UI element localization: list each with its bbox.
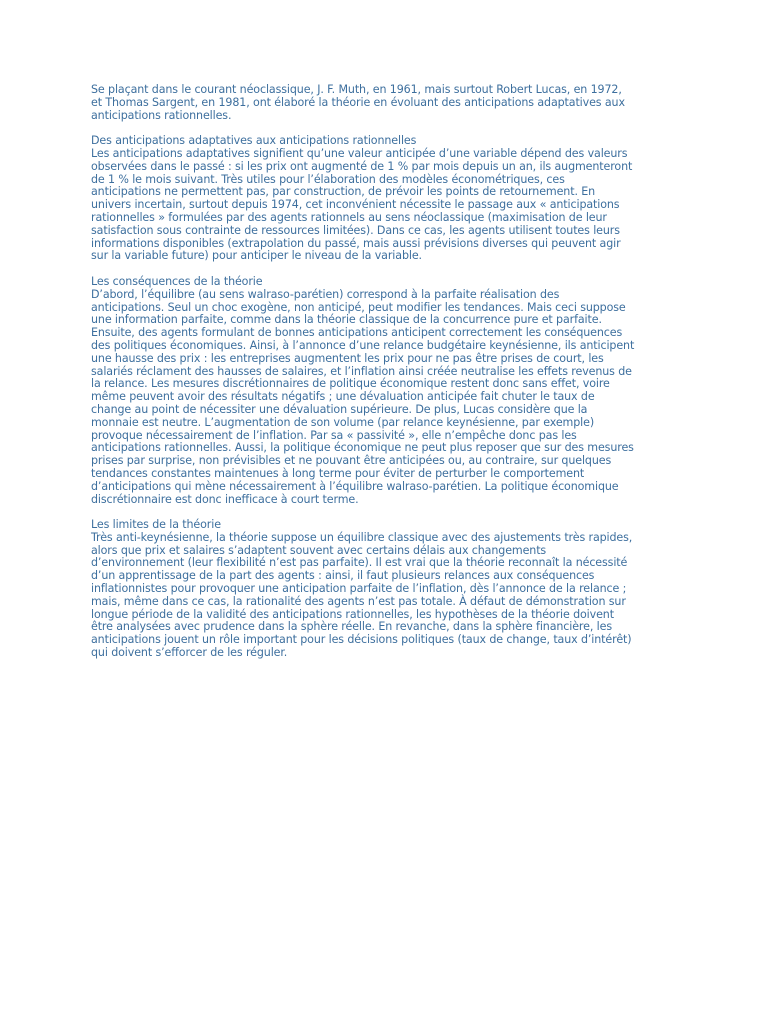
text-line: d’anticipations qui mène nécessairement à l’équilibre walraso-parétien. La politique économique bbox=[91, 479, 619, 493]
text-line: anticipations rationnelles. Aussi, la politique économique ne peut plus reposer que sur des mesures bbox=[91, 441, 634, 455]
text-line: monnaie est neutre. L’augmentation de son volume (par relance keynésienne, par exemple) bbox=[91, 415, 595, 429]
text-line: rationnelles » formulées par des agents rationnels au sens néoclassique (maximisation de leur bbox=[91, 210, 607, 224]
text-line: des politiques économiques. Ainsi, à l’annonce d’une relance budgétaire keynésienne, ils anticipent bbox=[91, 338, 635, 352]
text-line: être analysées avec prudence dans la sphère réelle. En revanche, dans la sphère financière, les bbox=[91, 620, 612, 634]
text-line: anticipations jouent un rôle important pour les décisions politiques (taux de change, taux d’intérêt) bbox=[91, 633, 632, 647]
section-heading: Des anticipations adaptatives aux anticipations rationnelles bbox=[91, 134, 417, 148]
text-line: anticipations. Seul un choc exogène, non anticipé, peut modifier les tendances. Mais ceci suppose bbox=[91, 300, 626, 314]
text-line: d’un apprentissage de la part des agents : ainsi, il faut plusieurs relances aux conséquences bbox=[91, 569, 595, 583]
text-line: anticipations ne permettent pas, par construction, de prévoir les points de retournement. En bbox=[91, 185, 596, 199]
text-line: une information parfaite, comme dans la théorie classique de la concurrence pure et parfaite. bbox=[91, 313, 602, 327]
section-adaptive-to-rational bbox=[91, 135, 691, 263]
text-line: Très anti-keynésienne, la théorie suppose un équilibre classique avec des ajustements très rapides, bbox=[91, 530, 633, 544]
text-line: prises par surprise, non prévisibles et ne pouvant être anticipées ou, au contraire, sur quelques bbox=[91, 454, 612, 468]
text-line: Ensuite, des agents formulant de bonnes anticipations anticipent correctement les conséquences bbox=[91, 326, 623, 340]
text-line: de 1 % le mois suivant. Très utiles pour l’élaboration des modèles économétriques, ces bbox=[91, 172, 565, 186]
document-page bbox=[91, 84, 691, 673]
section-heading: Les conséquences de la théorie bbox=[91, 274, 263, 288]
text-line: mais, même dans ce cas, la rationalité des agents n’est pas totale. À défaut de démonstration sur bbox=[91, 594, 626, 608]
text-line: observées dans le passé : si les prix ont augmenté de 1 % par mois depuis un an, ils augmenteront bbox=[91, 159, 633, 173]
text-line: la relance. Les mesures discrétionnaires de politique économique restent donc sans effet, voire bbox=[91, 377, 610, 391]
text-line: d’environnement (leur flexibilité n’est pas parfaite). Il est vrai que la théorie reconnaît la nécessité bbox=[91, 556, 628, 570]
text-line: Se plaçant dans le courant néoclassique, J. F. Muth, en 1961, mais surtout Robert Lucas, en 1972, bbox=[91, 83, 622, 96]
text-line: alors que prix et salaires s’adaptent souvent avec certains délais aux changements bbox=[91, 543, 547, 557]
text-line: même peuvent avoir des résultats négatifs ; une dévaluation anticipée fait chuter le taux de bbox=[91, 390, 595, 404]
text-line: change au point de nécessiter une dévaluation supérieure. De plus, Lucas considère que la bbox=[91, 402, 588, 416]
text-line: Les anticipations adaptatives signifient qu’une valeur anticipée d’une variable dépend des valeurs bbox=[91, 146, 628, 160]
text-line: salariés réclament des hausses de salaires, et l’inflation ainsi créée neutralise les effets revenus de bbox=[91, 364, 632, 378]
section-heading: Les limites de la théorie bbox=[91, 518, 221, 532]
text-line: univers incertain, surtout depuis 1974, cet inconvénient nécessite le passage aux « anticipations bbox=[91, 198, 620, 212]
text-line: provoque nécessairement de l’inflation. Par sa « passivité », elle n’empêche donc pas les bbox=[91, 428, 577, 442]
text-line: tendances constantes maintenues à long terme pour éviter de perturber le comportement bbox=[91, 466, 585, 480]
text-line: qui doivent s’efforcer de les réguler. bbox=[91, 646, 288, 660]
text-line: discrétionnaire est donc inefficace à court terme. bbox=[91, 492, 359, 506]
text-line: une hausse des prix : les entreprises augmentent les prix pour ne pas être prises de court, les bbox=[91, 351, 604, 365]
text-line: informations disponibles (extrapolation du passé, mais aussi prévisions diverses qui peuvent agir bbox=[91, 236, 621, 250]
text-line: inflationnistes pour provoquer une anticipation parfaite de l’inflation, dès l’annonce de la relance ; bbox=[91, 582, 627, 596]
text-line: satisfaction sous contrainte de ressources limitées). Dans ce cas, les agents utilisent toutes leurs bbox=[91, 223, 620, 237]
text-line: et Thomas Sargent, en 1981, ont élaboré la théorie en évoluant des anticipations adaptatives aux bbox=[91, 95, 625, 109]
text-line: D’abord, l’équilibre (au sens walraso-parétien) correspond à la parfaite réalisation des bbox=[91, 287, 560, 301]
text-line: longue période de la validité des anticipations rationnelles, les hypothèses de la théorie doivent bbox=[91, 607, 614, 621]
section-limits bbox=[91, 519, 691, 660]
text-line: anticipations rationnelles. bbox=[91, 108, 232, 122]
text-line: sur la variable future) pour anticiper le niveau de la variable. bbox=[91, 249, 422, 263]
intro-paragraph bbox=[91, 84, 691, 122]
section-consequences bbox=[91, 276, 691, 506]
